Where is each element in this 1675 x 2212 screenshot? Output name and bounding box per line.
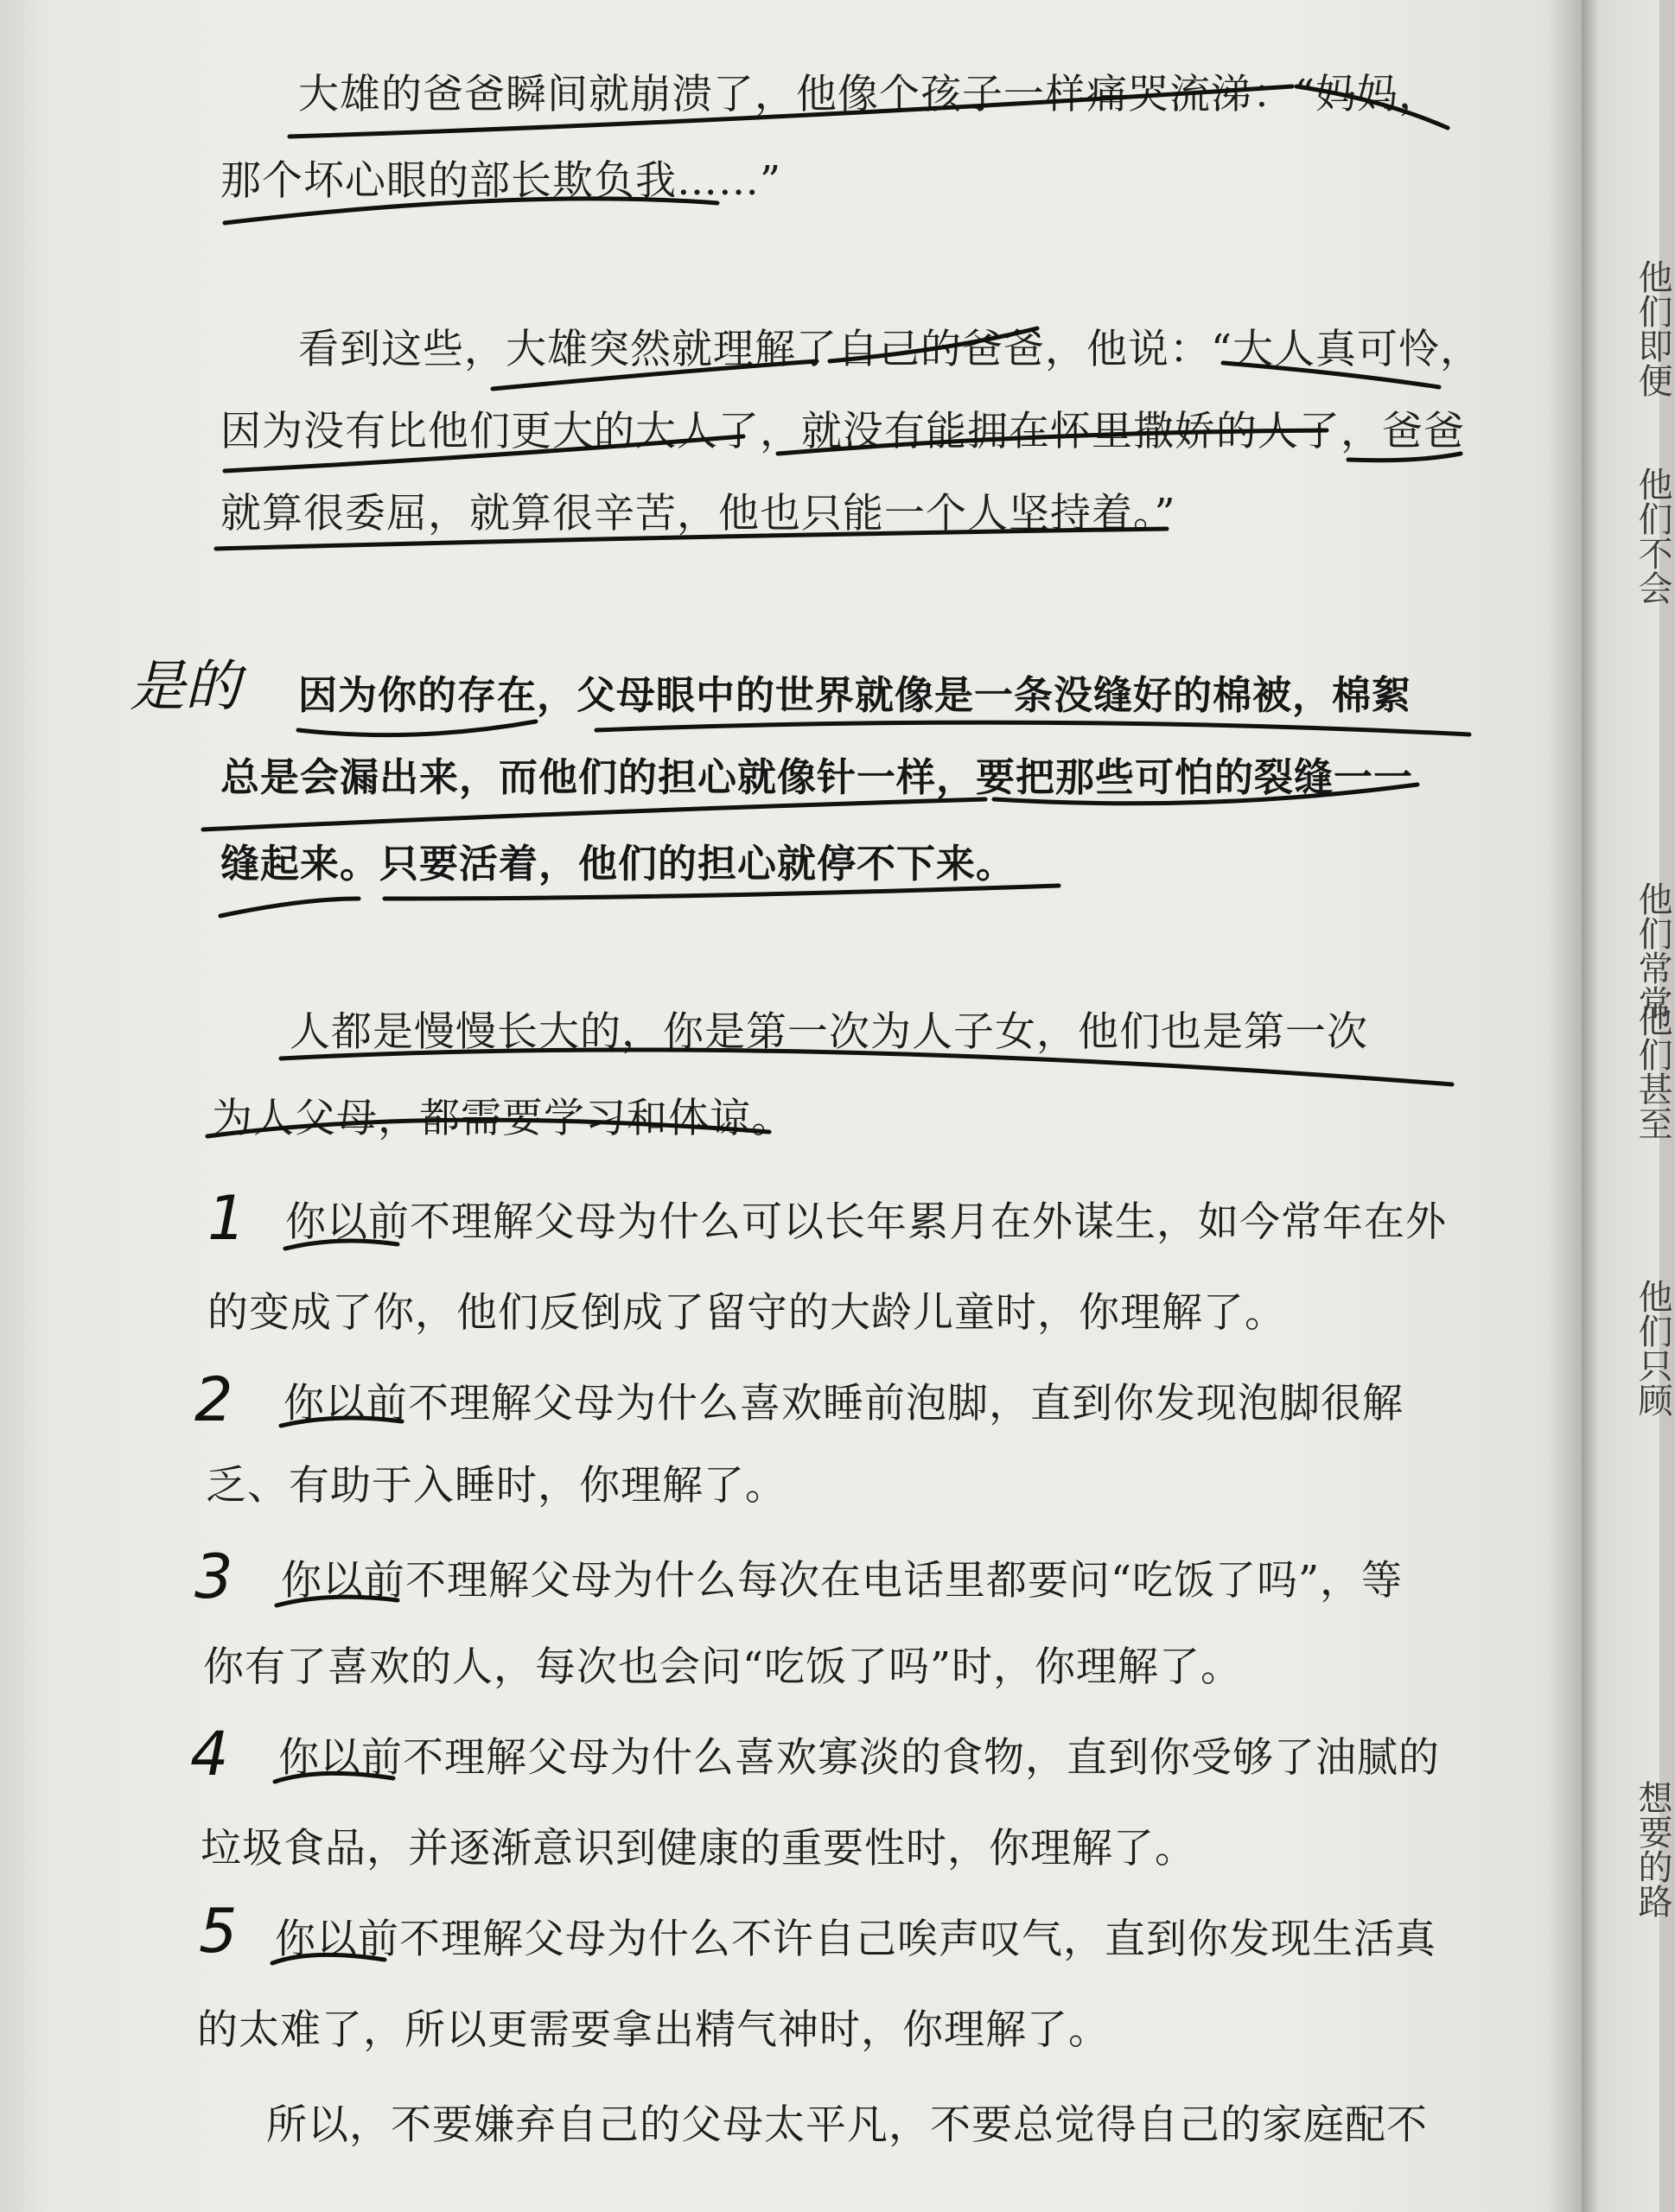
adjacent-page-fragment-4: 他们甚至 <box>1633 1002 1672 1141</box>
adjacent-page-fragment-5: 他们只顾 <box>1633 1279 1672 1417</box>
adjacent-page-fragment-3: 他们常常 <box>1633 881 1672 1020</box>
item-3-line-2: 你有了喜欢的人，每次也会问“吃饭了吗”时，你理解了。 <box>203 1643 1243 1691</box>
paragraph-4-line-2: 为人父母，都需要学习和体谅。 <box>212 1095 793 1142</box>
paragraph-1-line-2: 那个坏心眼的部长欺负我……” <box>220 157 782 205</box>
underline-11 <box>298 721 536 735</box>
item-5-line-1: 你以前不理解父母为什么不许自己唉声叹气，直到你发现生活真 <box>275 1916 1436 1963</box>
handwritten-number-2: 2 <box>194 1364 233 1435</box>
paragraph-1-line-1: 大雄的爸爸瞬间就崩溃了，他像个孩子一样痛哭流涕：“妈妈， <box>298 71 1441 118</box>
paragraph-2-line-1: 看到这些，大雄突然就理解了自己的爸爸，他说：“大人真可怜， <box>298 326 1482 373</box>
final-paragraph-line-1: 所以，不要嫌弃自己的父母太平凡，不要总觉得自己的家庭配不 <box>266 2101 1428 2149</box>
paragraph-2-line-2: 因为没有比他们更大的大人了，就没有能拥在怀里撒娇的人了，爸爸 <box>220 408 1465 455</box>
handwritten-margin-note: 是的 <box>130 655 240 719</box>
adjacent-page-fragment-2: 他们不会 <box>1633 467 1672 605</box>
adjacent-page-fragment-6: 想要的路 <box>1633 1780 1672 1918</box>
handwritten-number-5: 5 <box>199 1896 238 1967</box>
paragraph-2-line-3: 就算很委屈，就算很辛苦，他也只能一个人坚持着。” <box>220 490 1176 537</box>
handwritten-number-3: 3 <box>194 1541 233 1612</box>
item-3-line-1: 你以前不理解父母为什么每次在电话里都要问“吃饭了吗”，等 <box>281 1557 1404 1605</box>
item-1-line-2: 的变成了你，他们反倒成了留守的大龄儿童时，你理解了。 <box>207 1289 1286 1337</box>
handwritten-number-4: 4 <box>190 1719 229 1789</box>
adjacent-page-fragment-1: 他们即便 <box>1633 259 1672 397</box>
adjacent-page-edge <box>1582 0 1672 2212</box>
bold-paragraph-line-3: 缝起来。只要活着，他们的担心就停不下来。 <box>220 841 1016 887</box>
underline-15 <box>220 899 359 916</box>
item-1-line-1: 你以前不理解父母为什么可以长年累月在外谋生，如今常年在外 <box>285 1198 1447 1246</box>
bold-paragraph-line-2: 总是会漏出来，而他们的担心就像针一样，要把那些可怕的裂缝一一 <box>220 754 1414 800</box>
item-2-line-1: 你以前不理解父母为什么喜欢睡前泡脚，直到你发现泡脚很解 <box>283 1380 1404 1427</box>
item-5-line-2: 的太难了，所以更需要拿出精气神时，你理解了。 <box>197 2006 1110 2054</box>
item-2-line-2: 乏、有助于入睡时，你理解了。 <box>206 1462 787 1510</box>
underline-13 <box>203 799 985 830</box>
bleed-through-text <box>233 259 246 306</box>
item-4-line-2: 垃圾食品，并逐渐意识到健康的重要性时，你理解了。 <box>201 1825 1196 1872</box>
underline-12 <box>596 722 1469 734</box>
paragraph-4-line-1: 人都是慢慢长大的，你是第一次为人子女，他们也是第一次 <box>290 1008 1368 1056</box>
handwritten-number-1: 1 <box>207 1183 246 1254</box>
item-4-line-1: 你以前不理解父母为什么喜欢寡淡的食物，直到你受够了油腻的 <box>278 1734 1440 1782</box>
bold-paragraph-line-1: 因为你的存在，父母眼中的世界就像是一条没缝好的棉被，棉絮 <box>298 672 1412 718</box>
